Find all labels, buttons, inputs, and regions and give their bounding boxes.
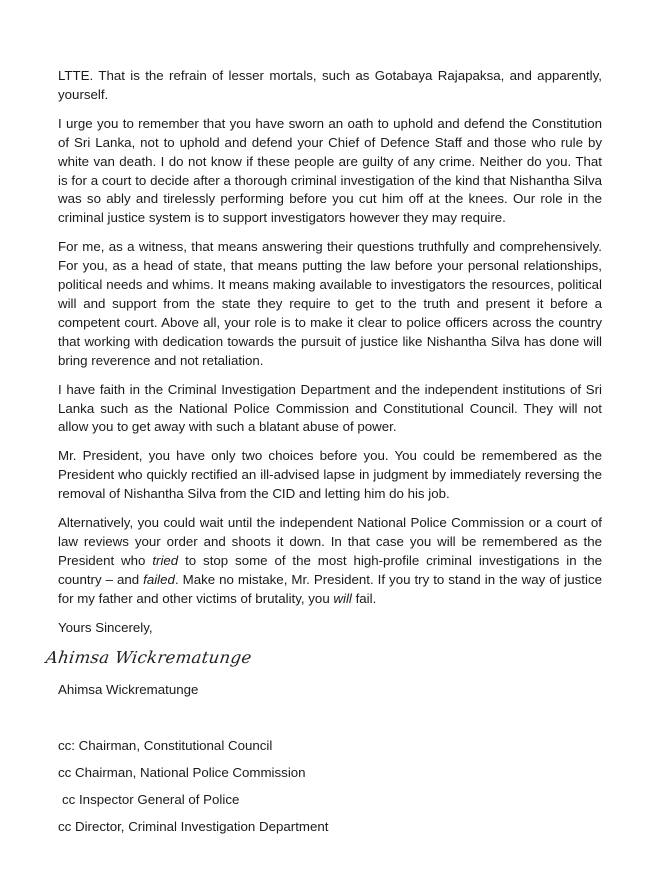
emphasis-will: will bbox=[333, 590, 352, 606]
cc-list bbox=[58, 737, 328, 845]
signer-name: Ahimsa Wickrematunge bbox=[58, 682, 199, 697]
cc-line: cc Director, Criminal Investigation Department bbox=[58, 819, 329, 834]
cc-line: cc Inspector General of Police bbox=[62, 792, 240, 807]
paragraph-5: Mr. President, you have only two choices before you. You could be remembered as the President who quickly rectified an ill-advised lapse in judgment by immediately reversing the removal of Nishantha Silva from the CID and letting him do his job. bbox=[58, 448, 602, 502]
emphasis-tried: tried bbox=[152, 552, 179, 568]
handwritten-signature: Ahimsa Wickrematunge bbox=[44, 648, 253, 667]
paragraph-6-text-b: to stop some of the most high-profile criminal investigations in the country – and bbox=[58, 552, 602, 587]
paragraph-6-text-c: . Make no mistake, Mr. President. If you try to stand in the way of justice for my father and other victims of brutality, you bbox=[58, 571, 602, 606]
paragraph-4: I have faith in the Criminal Investigation Department and the independent institutions of Sri Lanka such as the National Police Commission and Constitutional Council. They will not allow you to get away with such a blatant abuse of power. bbox=[58, 381, 602, 435]
paragraph-3: For me, as a witness, that means answering their questions truthfully and comprehensively. For you, as a head of state, that means putting the law before your personal relationships, political needs and whims. It means making available to investigators the resources, political will and support from the state they require to get to the truth and present it before a competent court. Above all, your role is to make it clear to police officers across the country that working with dedication towards the pursuit of justice like Nishantha Silva has done will bring reverence and not retaliation. bbox=[58, 239, 602, 368]
paragraph-6 bbox=[58, 514, 602, 609]
paragraph-6-text-a: Alternatively, you could wait until the independent National Police Commission or a court of law reviews your order and shoots it down. In that case you will be remembered as the President who bbox=[58, 515, 602, 568]
cc-line: cc: Chairman, Constitutional Council bbox=[58, 738, 273, 753]
letter-body bbox=[58, 67, 602, 641]
paragraph-2: I urge you to remember that you have sworn an oath to uphold and defend the Constitution of Sri Lanka, not to uphold and defend your Chief of Defence Staff and those who rule by white van death. I do not know if these people are guilty of any crime. Neither do you. That is for a court to decide after a thorough criminal investigation of the kind that Nishantha Silva was so ably and tirelessly performing before you cut him off at the knees. Our role in the criminal justice system is to support investigators however they may require. bbox=[58, 115, 602, 226]
paragraph-1: LTTE. That is the refrain of lesser mortals, such as Gotabaya Rajapaksa, and apparently, yourself. bbox=[58, 68, 602, 102]
paragraph-6-text-d: fail. bbox=[351, 590, 377, 606]
cc-line: cc Chairman, National Police Commission bbox=[58, 765, 306, 780]
closing-salutation: Yours Sincerely, bbox=[58, 619, 153, 635]
emphasis-failed: failed bbox=[143, 571, 175, 587]
